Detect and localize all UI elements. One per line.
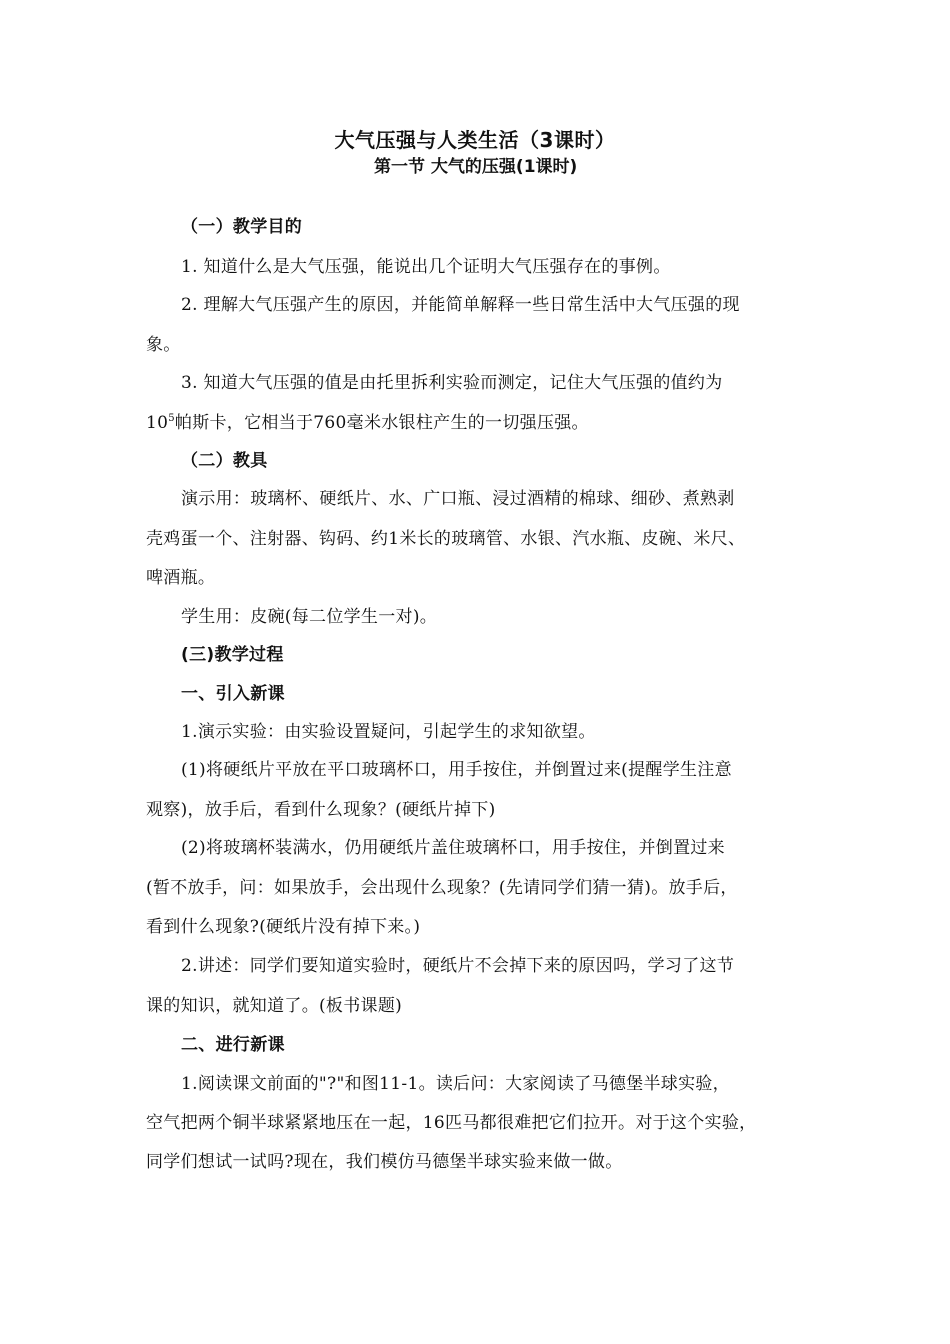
objective-3-line-1: 3. 知道大气压强的值是由托里拆利实验而测定，记住大气压强的值约为 bbox=[181, 373, 723, 393]
intro-heading: 一、引入新课 bbox=[181, 684, 285, 704]
document-title: 大气压强与人类生活（3课时） bbox=[334, 128, 616, 152]
intro-step-1-2-line-2: (暂不放手，问：如果放手，会出现什么现象？(先请同学们猜一猜)。放手后， bbox=[146, 878, 738, 898]
demo-line-2: 壳鸡蛋一个、注射器、钩码、约1米长的玻璃管、水银、汽水瓶、皮碗、米尺、 bbox=[146, 529, 746, 549]
intro-step-1-2-line-1: (2)将玻璃杯装满水，仍用硬纸片盖住玻璃杯口，用手按住，并倒置过来 bbox=[181, 838, 725, 858]
intro-step-2-line-1: 2.讲述：同学们要知道实验时，硬纸片不会掉下来的原因吗，学习了这节 bbox=[181, 956, 735, 976]
objective-1: 1. 知道什么是大气压强，能说出几个证明大气压强存在的事例。 bbox=[181, 257, 671, 277]
objective-3-line-2 bbox=[146, 408, 826, 433]
objective-3-rest: 帕斯卡，它相当于760毫米水银柱产生的一切强压强。 bbox=[174, 413, 589, 433]
document-subtitle: 第一节 大气的压强(1课时) bbox=[374, 157, 578, 177]
demo-line-3: 啤酒瓶。 bbox=[146, 568, 216, 588]
new-step-1-line-3: 同学们想试一试吗?现在，我们模仿马德堡半球实验来做一做。 bbox=[146, 1152, 623, 1172]
new-step-1-line-1: 1.阅读课文前面的"?"和图11-1。读后问：大家阅读了马德堡半球实验， bbox=[181, 1074, 730, 1094]
objective-2-line-2: 象。 bbox=[146, 335, 181, 355]
new-step-1-line-2: 空气把两个铜半球紧紧地压在一起，16匹马都很难把它们拉开。对于这个实验， bbox=[146, 1113, 757, 1133]
pressure-base: 10 bbox=[146, 413, 169, 433]
intro-step-1-2-line-3: 看到什么现象?(硬纸片没有掉下来。) bbox=[146, 917, 421, 937]
demo-line-1: 演示用：玻璃杯、硬纸片、水、广口瓶、浸过酒精的棉球、细砂、煮熟剥 bbox=[181, 489, 735, 509]
intro-step-2-line-2: 课的知识，就知道了。(板书课题) bbox=[146, 996, 403, 1016]
objective-2-line-1: 2. 理解大气压强产生的原因，并能简单解释一些日常生活中大气压强的现 bbox=[181, 295, 740, 315]
new-lesson-heading: 二、进行新课 bbox=[181, 1035, 285, 1055]
objectives-heading: （一）教学目的 bbox=[181, 217, 303, 237]
intro-step-1-1-line-1: (1)将硬纸片平放在平口玻璃杯口，用手按住，并倒置过来(提醒学生注意 bbox=[181, 760, 732, 780]
intro-step-1: 1.演示实验：由实验设置疑问，引起学生的求知欲望。 bbox=[181, 722, 596, 742]
student-tools: 学生用：皮碗(每二位学生一对)。 bbox=[181, 607, 438, 627]
intro-step-1-1-line-2: 观察)，放手后，看到什么现象？(硬纸片掉下) bbox=[146, 800, 496, 820]
tools-heading: （二）教具 bbox=[181, 451, 268, 471]
pressure-exponent: 5 bbox=[168, 413, 175, 424]
process-heading: (三)教学过程 bbox=[181, 645, 284, 665]
